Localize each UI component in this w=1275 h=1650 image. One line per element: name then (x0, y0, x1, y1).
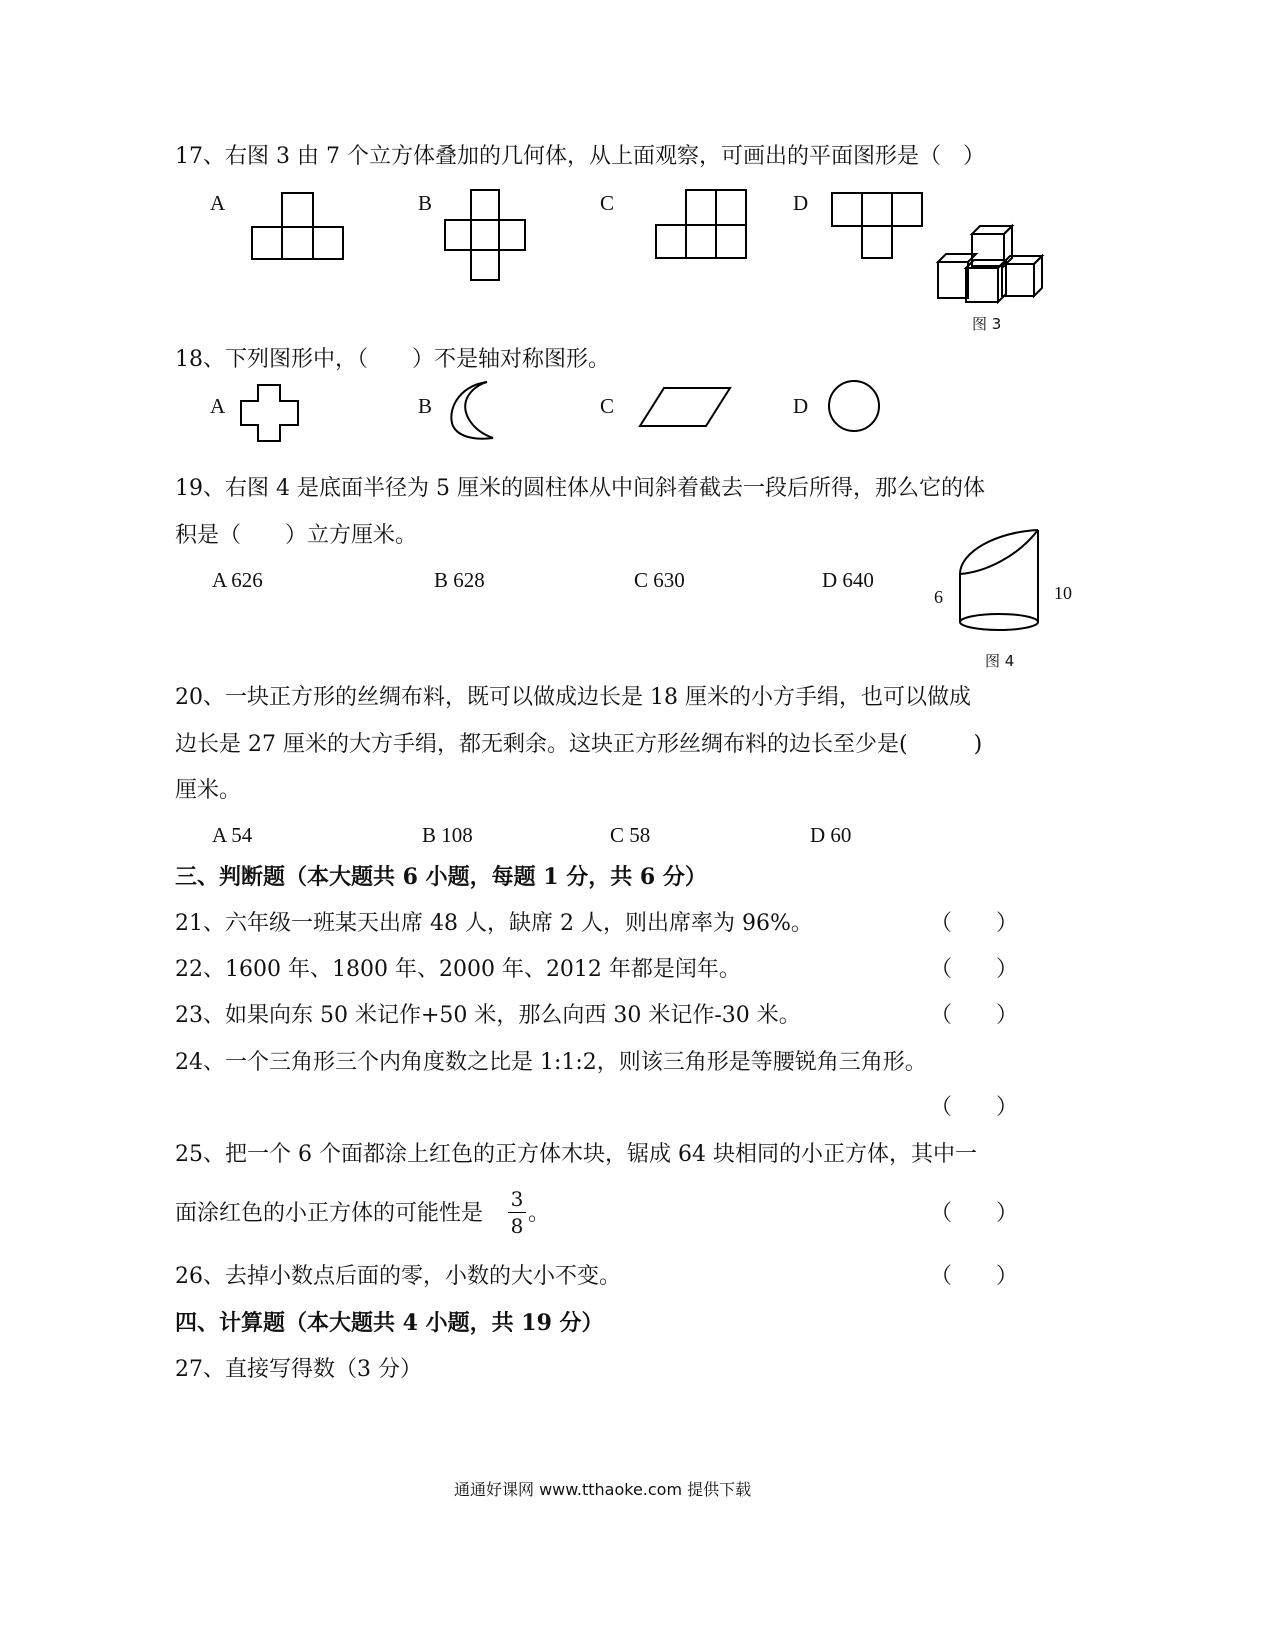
q19-text-line2: 积是（ ）立方厘米。 (175, 523, 418, 548)
figure-4-caption: 图 4 (985, 652, 1015, 670)
section-3-heading: 三、判断题（本大题共 6 小题，每题 1 分，共 6 分） (175, 864, 707, 890)
q19-option-a: A 626 (212, 568, 263, 592)
q20-text-line3: 厘米。 (175, 778, 242, 803)
q20-option-a: A 54 (212, 823, 253, 847)
figure-3-cubes (934, 220, 1054, 310)
q17-option-c-figure (653, 188, 753, 263)
q25-text-line2: 面涂红色的小正方体的可能性是 (175, 1201, 484, 1226)
q18-option-c-parallelogram-shape (638, 386, 734, 430)
q20-text-line1: 20、一块正方形的丝绸布料，既可以做成边长是 18 厘米的小方手绢，也可以做成 (175, 685, 971, 710)
q20-option-b: B 108 (422, 823, 473, 847)
q17-text: 17、右图 3 由 7 个立方体叠加的几何体，从上面观察，可画出的平面图形是（ ） (175, 144, 985, 169)
q17-option-d-label: D (793, 191, 809, 215)
q25-text-end: 。 (528, 1201, 551, 1226)
q24-answer-blank: （ ） (930, 1095, 1019, 1120)
section-4-heading: 四、计算题（本大题共 4 小题，共 19 分） (175, 1310, 604, 1336)
q20-text-line2: 边长是 27 厘米的大方手绢，都无剩余。这块正方形丝绸布料的边长至少是( ) (175, 732, 983, 757)
q17-option-c-label: C (600, 191, 615, 215)
page-footer: 通通好课网 www.tthaoke.com 提供下载 (454, 1480, 752, 1499)
q18-option-a-cross-shape (238, 383, 302, 445)
q24-text: 24、一个三角形三个内角度数之比是 1:1:2，则该三角形是等腰锐角三角形。 (175, 1050, 927, 1075)
q17-option-a-figure (250, 190, 350, 260)
figure-4-cut-cylinder (956, 526, 1046, 636)
q25-text-line1: 25、把一个 6 个面都涂上红色的正方体木块，锯成 64 块相同的小正方体，其中一 (175, 1142, 977, 1167)
q17-option-b-figure (443, 188, 533, 283)
q22-text: 22、1600 年、1800 年、2000 年、2012 年都是闰年。 (175, 957, 741, 982)
q20-option-c: C 58 (610, 823, 651, 847)
q21-answer-blank: （ ） (930, 911, 1019, 936)
q19-option-d: D 640 (822, 568, 874, 592)
q17-option-a-label: A (210, 191, 226, 215)
q19-option-b: B 628 (434, 568, 485, 592)
q25-fraction-numerator: 3 (510, 1187, 524, 1211)
q21-text: 21、六年级一班某天出席 48 人，缺席 2 人，则出席率为 96%。 (175, 911, 813, 936)
q22-answer-blank: （ ） (930, 957, 1019, 982)
q17-option-d-figure (830, 190, 930, 265)
q26-text: 26、去掉小数点后面的零，小数的大小不变。 (175, 1264, 621, 1289)
q18-option-b-label: B (418, 394, 433, 418)
q18-option-b-crescent-shape (443, 378, 499, 442)
q18-option-d-label: D (793, 394, 809, 418)
q25-answer-blank: （ ） (930, 1201, 1019, 1226)
q23-answer-blank: （ ） (930, 1003, 1019, 1028)
q19-option-c: C 630 (634, 568, 685, 592)
figure-4-label-right: 10 (1054, 583, 1072, 603)
q19-text-line1: 19、右图 4 是底面半径为 5 厘米的圆柱体从中间斜着截去一段后所得，那么它的体 (175, 476, 985, 501)
q17-option-b-label: B (418, 191, 433, 215)
figure-4-label-left: 6 (934, 587, 943, 607)
q26-answer-blank: （ ） (930, 1264, 1019, 1289)
q18-option-c-label: C (600, 394, 615, 418)
q18-option-d-circle-shape (826, 378, 884, 436)
q18-option-a-label: A (210, 394, 226, 418)
q25-fraction (508, 1188, 526, 1237)
q27-text: 27、直接写得数（3 分） (175, 1357, 422, 1382)
q23-text: 23、如果向东 50 米记作+50 米，那么向西 30 米记作-30 米。 (175, 1003, 801, 1028)
q20-option-d: D 60 (810, 823, 852, 847)
figure-3-caption: 图 3 (972, 315, 1002, 333)
q18-text: 18、下列图形中，（ ）不是轴对称图形。 (175, 347, 610, 372)
q25-fraction-denominator: 8 (510, 1214, 524, 1238)
